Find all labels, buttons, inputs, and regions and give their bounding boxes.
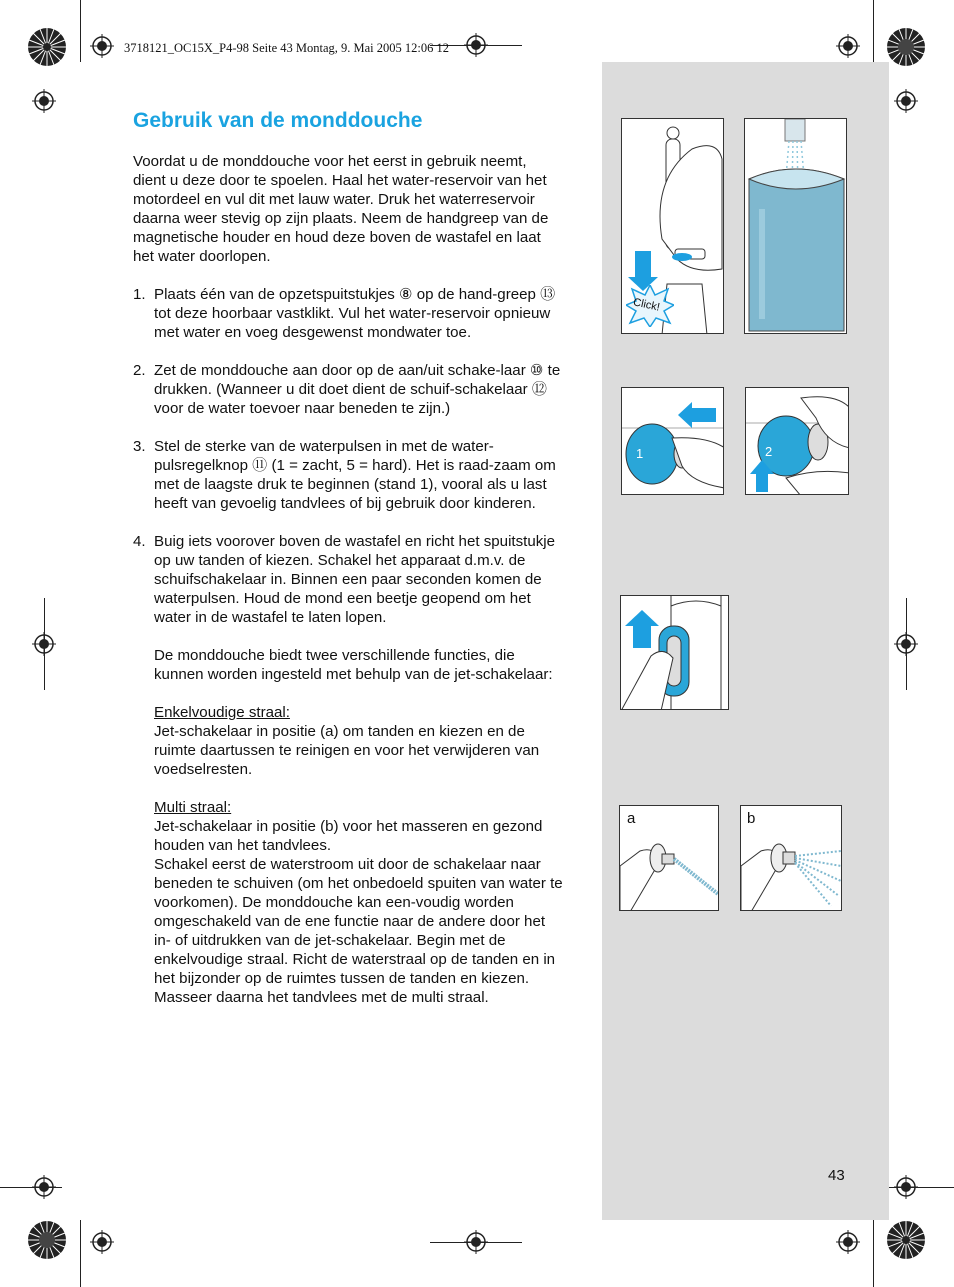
registration-crosshair-icon xyxy=(894,89,918,113)
crop-line xyxy=(873,1220,874,1287)
registration-crosshair-icon xyxy=(464,33,488,57)
registration-crosshair-icon xyxy=(90,34,114,58)
figure-switch-slide xyxy=(745,387,849,495)
step-number: 4. xyxy=(133,533,146,550)
step-body xyxy=(154,532,563,1007)
position-b-label: b xyxy=(747,810,756,827)
step-text: Stel de sterke van de waterpulsen in met de water-pulsregelknop ⑪ (1 = zacht, 5 = hard). Het is raad-zaam om met de laagste druk te beginnen (stand 1), vooral als u last heeft van gevoelig tandvlees of bij gebruik door kinderen. xyxy=(154,438,556,512)
crop-line xyxy=(873,0,874,62)
single-jet-text: Jet-schakelaar in positie (a) om tanden en kiezen en de ruimte daartussen te reinigen en voor het verwijderen van voedselresten. xyxy=(154,723,540,778)
step-item xyxy=(133,437,563,513)
registration-crosshair-icon xyxy=(464,1230,488,1254)
figure-switch-on xyxy=(621,387,724,495)
page-number: 43 xyxy=(828,1167,845,1184)
registration-crosshair-icon xyxy=(836,34,860,58)
step-text: Zet de monddouche aan door op de aan/uit schake-laar ⑩ te drukken. (Wanneer u dit doet dient de schuif-schakelaar ⑫ voor de water toevoer naar beneden te zijn.) xyxy=(154,362,561,417)
figure-multi-jet xyxy=(740,805,842,911)
print-header: 3718121_OC15X_P4-98 Seite 43 Montag, 9. Mai 2005 12:06 12 xyxy=(124,41,449,55)
step-item xyxy=(133,285,563,342)
step-number: 1. xyxy=(133,286,146,303)
step-number: 2. xyxy=(133,362,146,379)
position-a-label: a xyxy=(627,810,636,827)
page-title: Gebruik van de monddouche xyxy=(133,109,423,132)
click-starburst xyxy=(626,285,674,327)
click-label: Click! xyxy=(632,296,661,314)
functions-intro: De monddouche biedt twee verschillende functies, die kunnen worden ingesteld met behulp van de jet-schakelaar: xyxy=(154,647,553,683)
registration-crosshair-icon xyxy=(894,632,918,656)
registration-starburst-icon xyxy=(27,27,67,67)
registration-crosshair-icon xyxy=(32,89,56,113)
figure-water-reservoir xyxy=(744,118,847,334)
registration-crosshair-icon xyxy=(90,1230,114,1254)
step-item xyxy=(133,361,563,418)
registration-crosshair-icon xyxy=(32,1175,56,1199)
crop-line xyxy=(80,1220,81,1287)
figure-attach-nozzle xyxy=(621,118,724,334)
step-text: Buig iets voorover boven de wastafel en richt het spuitstukje op uw tanden of kiezen. Schakel het apparaat d.m.v. de schuifschakelaar in. Binnen een paar seconden komen de waterpulsen. Houd de mond een beetje geopend om het water in de wastafel te laten lopen. xyxy=(154,533,556,626)
switch-position-2: 2 xyxy=(765,444,773,459)
figure-single-jet xyxy=(619,805,719,911)
step-number: 3. xyxy=(133,438,146,455)
intro-paragraph: Voordat u de monddouche voor het eerst in gebruik neemt, dient u deze door te spoelen. Haal het water-reservoir van het motordeel en vul dit met lauw water. Druk het waterreservoir daarna weer stevig op zijn plaats. Neem de handgreep van de magnetische houder en houd deze boven de wastafel en laat het water doorlopen. xyxy=(133,153,549,265)
registration-crosshair-icon xyxy=(32,632,56,656)
single-jet-heading: Enkelvoudige straal: xyxy=(154,704,290,721)
registration-starburst-icon xyxy=(886,1220,926,1260)
multi-jet-text: Jet-schakelaar in positie (b) voor het masseren en gezond houden van het tandvlees. xyxy=(154,818,543,854)
multi-jet-instructions: Schakel eerst de waterstroom uit door de schakelaar naar beneden te schuiven (om het onbedoeld spuiten van water te voorkomen). De monddouche kan een-voudig worden omgeschakeld van de ene functie naar de andere door het in- of uitdrukken van de jet-schakelaar. Begin met de enkelvoudige straal. Richt de waterstraal op de tanden en in het bijzonder op de ruimtes tussen de tanden en kiezen. Masseer daarna het tandvlees met de multi straal. xyxy=(154,856,563,1006)
registration-crosshair-icon xyxy=(894,1175,918,1199)
switch-position-1: 1 xyxy=(636,446,644,461)
registration-starburst-icon xyxy=(886,27,926,67)
multi-jet-heading: Multi straal: xyxy=(154,799,232,816)
figure-slide-switch-up xyxy=(620,595,729,710)
registration-crosshair-icon xyxy=(836,1230,860,1254)
step-item xyxy=(133,532,563,1007)
instructions xyxy=(133,152,563,1007)
crop-line xyxy=(80,0,81,62)
registration-starburst-icon xyxy=(27,1220,67,1260)
step-text: Plaats één van de opzetspuitstukjes ⑧ op de hand-greep ⑬ tot deze hoorbaar vastklikt. Vul het water-reservoir opnieuw met water en voeg desgewenst mondwater toe. xyxy=(154,286,556,341)
